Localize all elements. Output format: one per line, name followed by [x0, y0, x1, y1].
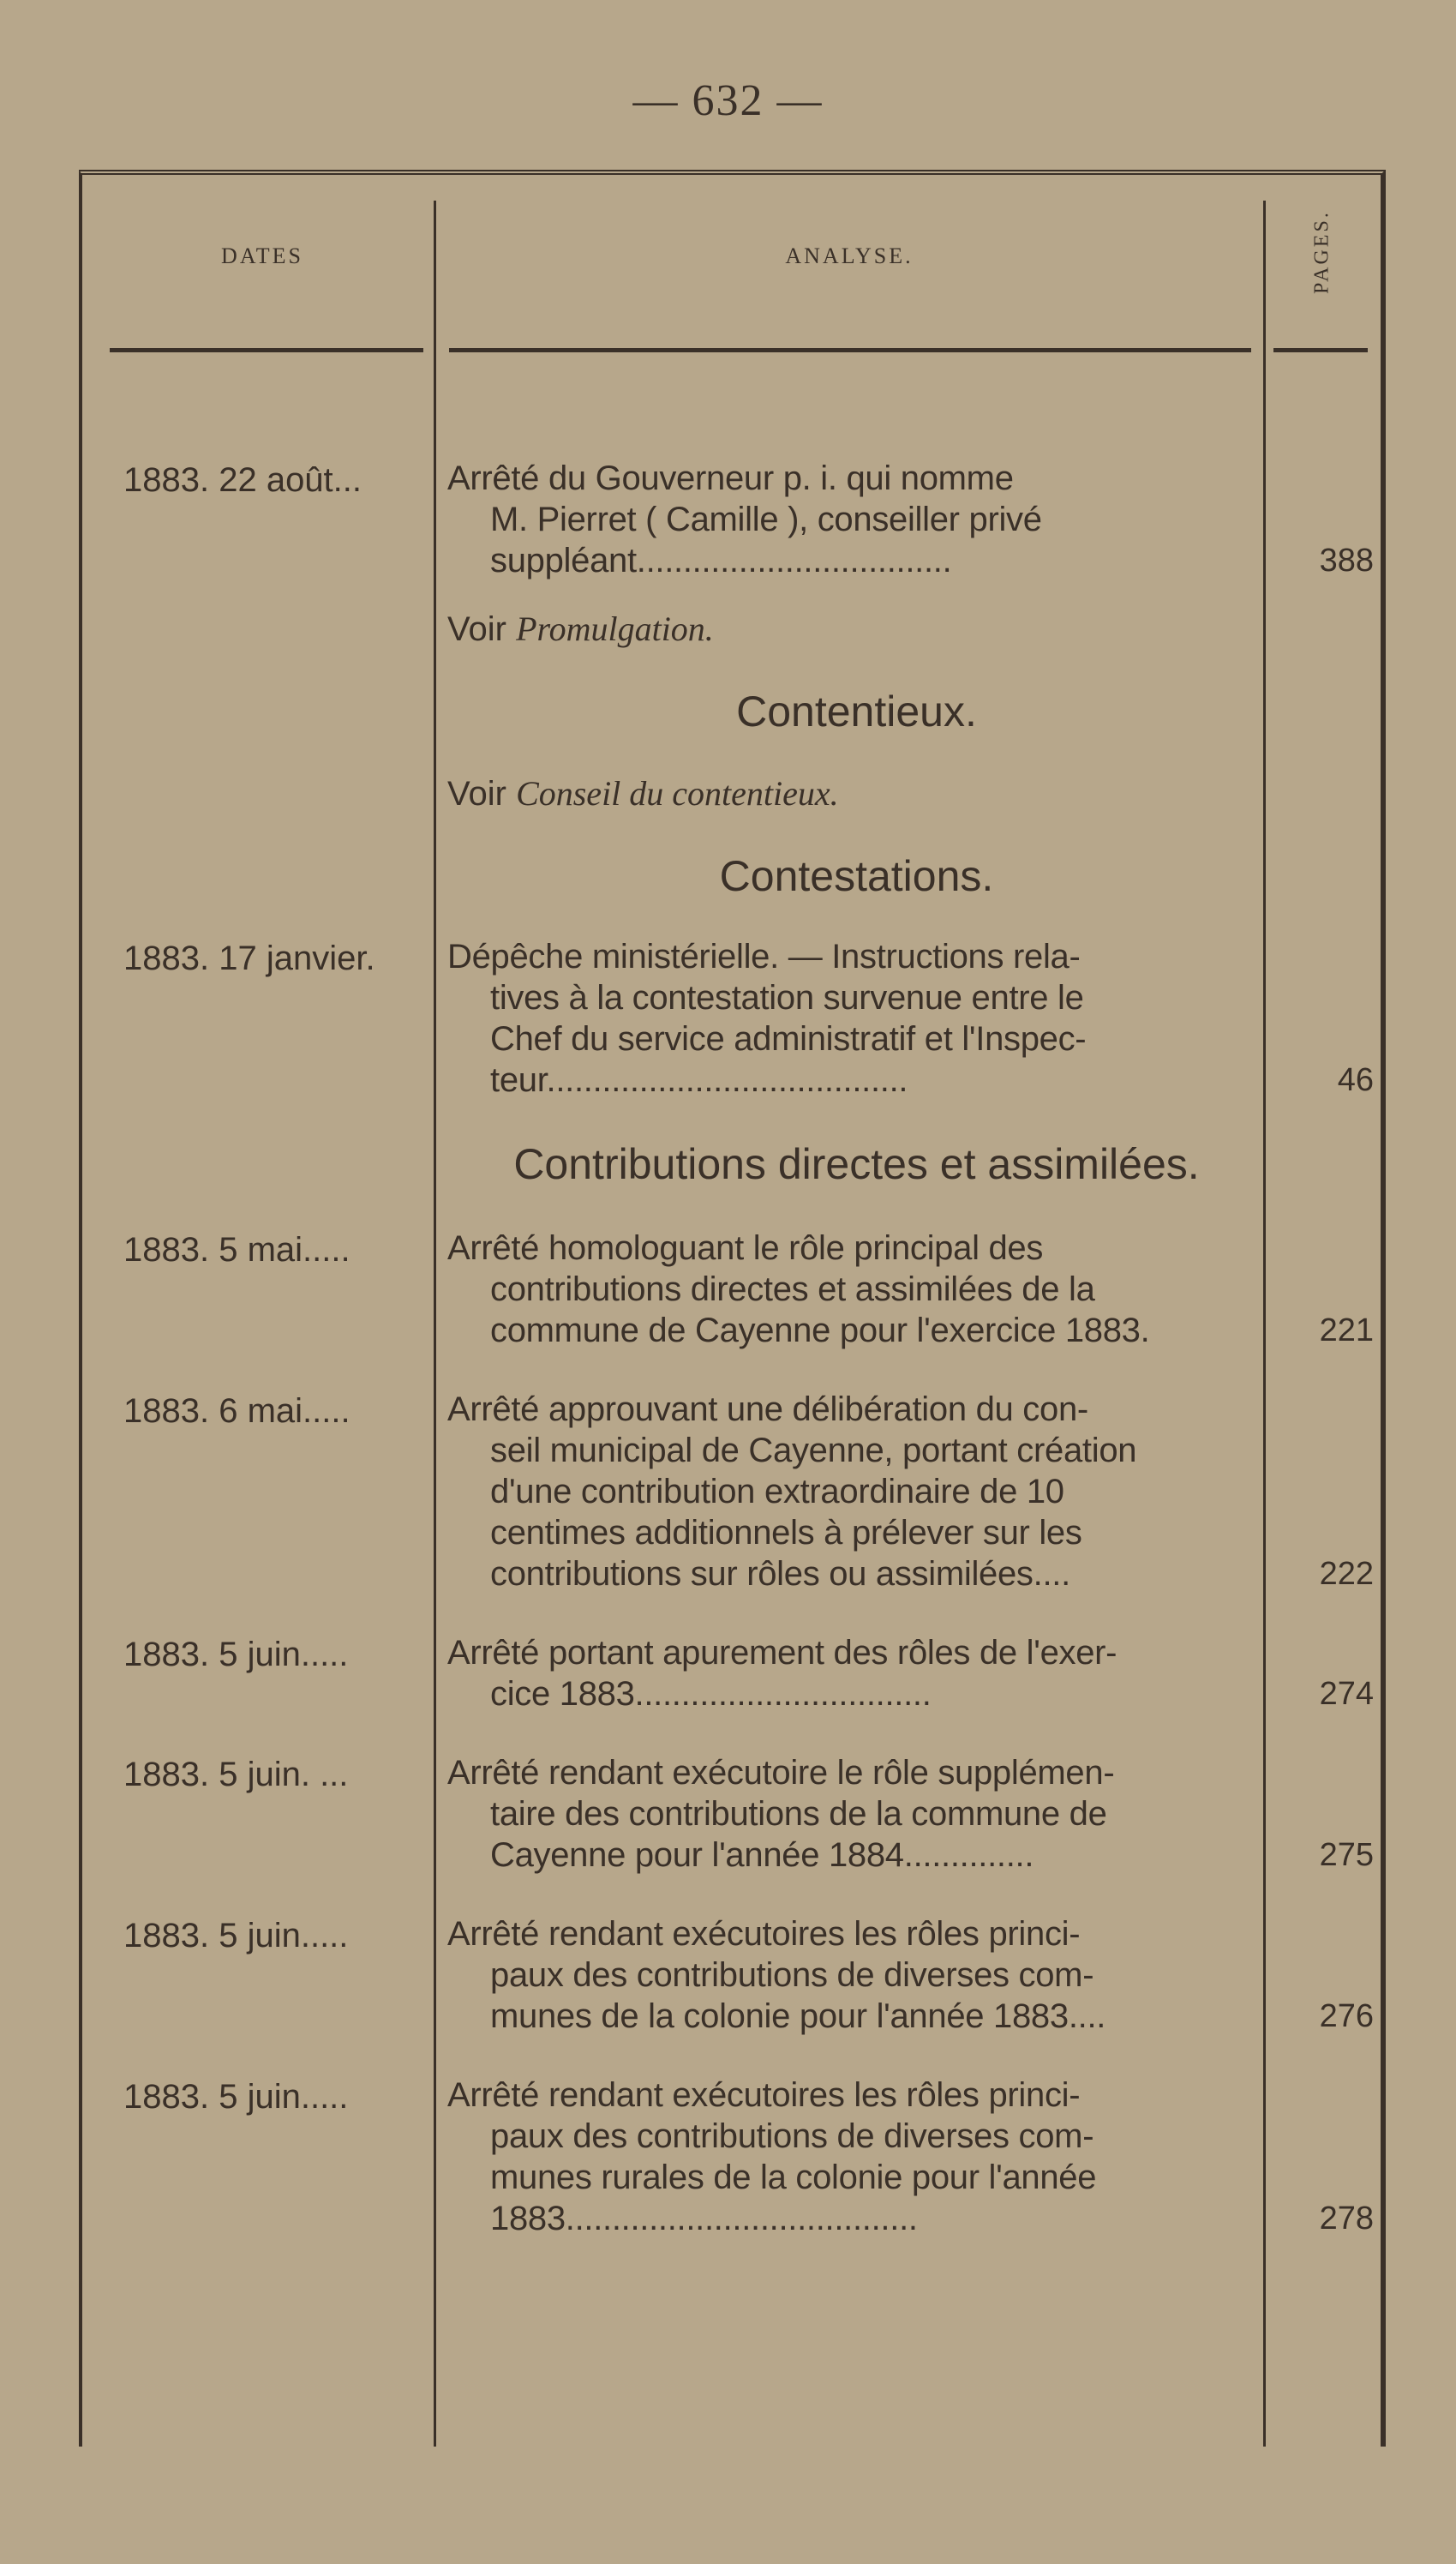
analysis-line: Arrêté du Gouverneur p. i. qui nomme: [447, 459, 1014, 497]
analysis-line: Arrêté rendant exécutoires les rôles princi-: [447, 1915, 1081, 1953]
analysis-line: taire des contributions de la commune de: [490, 1795, 1107, 1833]
analysis-line: commune de Cayenne pour l'exercice 1883.: [490, 1312, 1150, 1349]
header-rule: [110, 348, 423, 352]
index-table: [79, 170, 1386, 2447]
analysis-line: Cayenne pour l'année 1884..............: [490, 1836, 1034, 1874]
analysis-line: Arrêté approuvant une délibération du con-: [447, 1390, 1088, 1428]
analysis-line: M. Pierret ( Camille ), conseiller privé: [490, 501, 1042, 538]
index-entry: [82, 936, 1381, 1101]
header-analyse: ANALYSE.: [785, 243, 914, 268]
index-entry: [82, 1752, 1381, 1876]
entry-analysis: [447, 1389, 1266, 1594]
entry-date: 1883. 5 juin.....: [123, 1917, 349, 1955]
index-entry: [82, 458, 1381, 581]
analysis-line: cice 1883................................: [490, 1675, 932, 1713]
analysis-line: seil municipal de Cayenne, portant création: [490, 1432, 1137, 1469]
section-heading: Contentieux.: [736, 688, 977, 736]
entry-analysis: [447, 458, 1266, 581]
analysis-line: suppléant..................................: [490, 542, 952, 579]
entry-page-number: 278: [1319, 2201, 1374, 2237]
analysis-line: Arrêté homologuant le rôle principal des: [447, 1229, 1044, 1267]
section-heading: Contestations.: [719, 852, 994, 900]
table-body: [82, 423, 1381, 2239]
analysis-line: paux des contributions de diverses com-: [490, 1956, 1094, 1994]
see-also-reference: [447, 607, 1381, 652]
see-label: Voir: [447, 610, 506, 648]
entry-page-number: 388: [1319, 543, 1374, 579]
analysis-line: centimes additionnels à prélever sur les: [490, 1514, 1082, 1552]
header-dates: DATES: [221, 243, 303, 268]
entry-page-number: 221: [1319, 1312, 1374, 1348]
entry-page-number: 222: [1319, 1556, 1374, 1592]
analysis-line: paux des contributions de diverses com-: [490, 2117, 1094, 2155]
entry-date: 1883. 22 août...: [123, 461, 363, 499]
entry-date: 1883. 5 juin.....: [123, 1636, 349, 1673]
entry-date: 1883. 5 mai.....: [123, 1231, 351, 1269]
analysis-line: Arrêté rendant exécutoire le rôle supplémen-: [447, 1754, 1115, 1792]
section-heading: Contributions directes et assimilées.: [513, 1140, 1200, 1188]
header-pages: PAGES.: [1310, 210, 1333, 294]
entry-date: 1883. 5 juin.....: [123, 2078, 349, 2116]
analysis-line: tives à la contestation survenue entre le: [490, 979, 1084, 1017]
index-entry: [82, 2075, 1381, 2239]
analysis-line: Dépêche ministérielle. — Instructions rela-: [447, 938, 1081, 976]
entry-page-number: 275: [1319, 1837, 1374, 1873]
entry-analysis: [447, 1913, 1266, 2037]
index-entry: [82, 1228, 1381, 1351]
analysis-line: contributions directes et assimilées de la: [490, 1270, 1095, 1308]
entry-page-number: 46: [1337, 1062, 1374, 1098]
header-rule: [1273, 348, 1368, 352]
entry-page-number: 276: [1319, 1998, 1374, 2034]
see-also-reference: [447, 772, 1381, 816]
entry-date: 1883. 5 juin. ...: [123, 1756, 349, 1793]
entry-page-number: 274: [1319, 1676, 1374, 1712]
entry-analysis: [447, 936, 1266, 1101]
index-entry: [82, 1632, 1381, 1714]
analysis-line: d'une contribution extraordinaire de 10: [490, 1473, 1064, 1510]
analysis-line: contributions sur rôles ou assimilées....: [490, 1555, 1070, 1593]
analysis-line: 1883......................................: [490, 2200, 918, 2237]
analysis-line: munes de la colonie pour l'année 1883....: [490, 1997, 1106, 2035]
index-entry: [82, 1389, 1381, 1594]
analysis-line: Chef du service administratif et l'Inspec-: [490, 1020, 1087, 1058]
analysis-line: munes rurales de la colonie pour l'année: [490, 2159, 1097, 2196]
index-entry: [82, 1913, 1381, 2037]
see-label: Voir: [447, 775, 506, 813]
entry-analysis: [447, 1228, 1266, 1351]
page-number: — 632 —: [632, 76, 824, 125]
entry-date: 1883. 6 mai.....: [123, 1392, 351, 1430]
entry-analysis: [447, 1752, 1266, 1876]
header-rule: [449, 348, 1251, 352]
entry-analysis: [447, 2075, 1266, 2239]
entry-date: 1883. 17 janvier.: [123, 940, 375, 977]
analysis-line: teur.......................................: [490, 1061, 908, 1099]
entry-analysis: [447, 1632, 1266, 1714]
see-target: Promulgation.: [516, 609, 714, 648]
see-target: Conseil du contentieux.: [516, 774, 839, 813]
analysis-line: Arrêté portant apurement des rôles de l'exer-: [447, 1634, 1117, 1672]
analysis-line: Arrêté rendant exécutoires les rôles princi-: [447, 2076, 1081, 2114]
